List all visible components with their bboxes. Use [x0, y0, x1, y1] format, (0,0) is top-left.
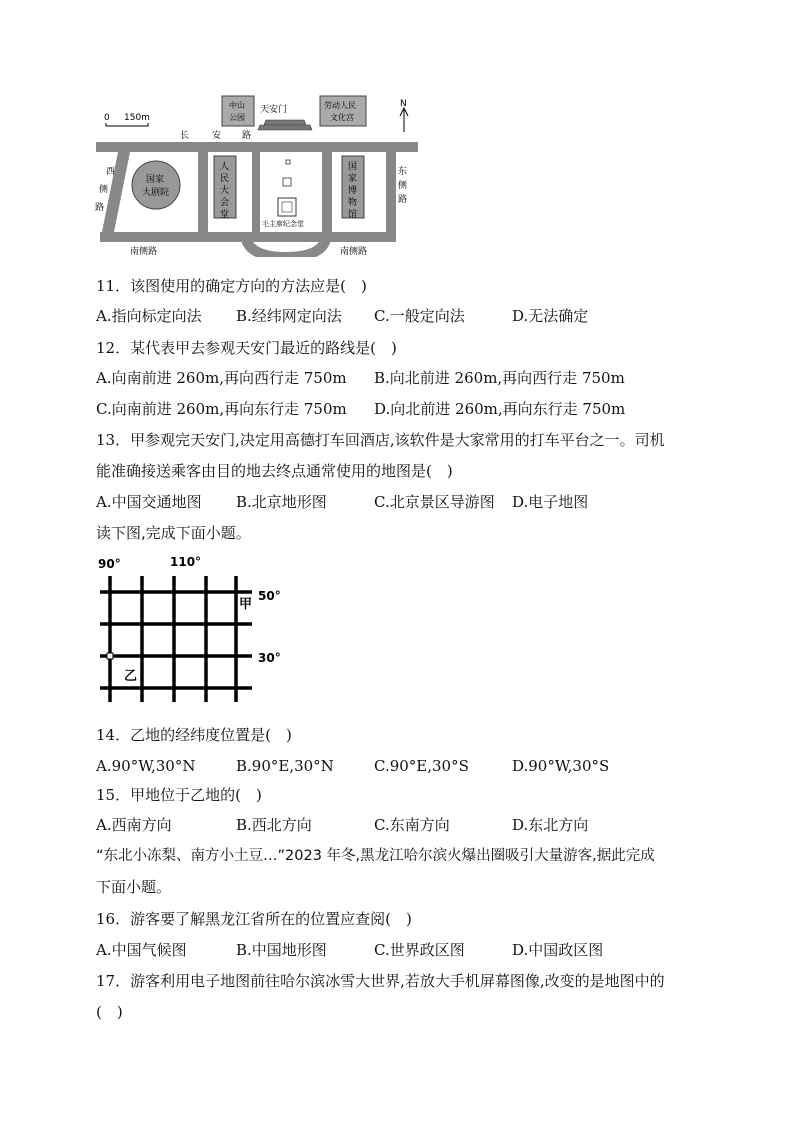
theatre-label-2: 大剧院 — [142, 188, 170, 198]
q15-option-d: D.东北方向 — [512, 816, 589, 834]
changan-label-3: 路 — [242, 131, 252, 141]
q11-option-d: D.无法确定 — [512, 307, 589, 325]
tiananmen-map — [90, 92, 430, 257]
south-road-label-right: 南侧路 — [340, 247, 368, 257]
museum-label-1: 国 — [348, 162, 358, 172]
zhongshan-label-1: 中山 — [229, 101, 245, 110]
q12-option-b: B.向北前进 260m,再向西行走 750m — [374, 369, 625, 387]
tiananmen-label: 天安门 — [260, 105, 288, 115]
museum-label-5: 馆 — [348, 210, 358, 220]
yi-point-label: 乙 — [124, 669, 138, 684]
grid-lines — [100, 576, 252, 702]
q11-option-b: B.经纬网定向法 — [236, 307, 342, 325]
changan-label-1: 长 — [180, 131, 190, 141]
north-label: N — [400, 99, 407, 109]
changan-label-2: 安 — [212, 131, 222, 141]
east-side-road — [386, 152, 396, 242]
museum-label-4: 物 — [348, 198, 358, 208]
jia-point-label: 甲 — [239, 597, 253, 612]
q16-option-c: C.世界政区图 — [374, 941, 465, 959]
north-arrow-icon — [400, 108, 408, 132]
museum-label-2: 家 — [348, 174, 358, 184]
harbin-intro-line1: “东北小冻梨、南方小土豆…”2023 年冬,黑龙江哈尔滨火爆出圈吸引大量游客,据此完成 — [96, 848, 655, 864]
q13-option-d: D.电子地图 — [512, 493, 589, 511]
q13-stem-line1: 13．甲参观完天安门,决定用高德打车回酒店,该软件是大家常用的打车平台之一。司机 — [96, 431, 665, 449]
q13-stem-line2: 能准确接送乘客由目的地去终点通常使用的地图是( ) — [96, 462, 453, 480]
grid-intro: 读下图,完成下面小题。 — [96, 524, 251, 542]
q14-option-c: C.90°E,30°S — [374, 757, 469, 775]
hall-label-5: 堂 — [220, 210, 230, 220]
q15-option-a: A.西南方向 — [96, 816, 172, 834]
laodong-label-1: 劳动人民 — [324, 101, 356, 110]
lon-110-label: 110° — [170, 555, 202, 569]
museum-label-3: 博 — [348, 186, 358, 196]
south-road-label-left: 南侧路 — [130, 247, 158, 257]
q16-option-b: B.中国地形图 — [236, 941, 327, 959]
lon-90-label: 90° — [98, 557, 121, 571]
q15-stem: 15．甲地位于乙地的( ) — [96, 786, 262, 804]
central-avenue-left — [252, 152, 260, 232]
laodong-label-2: 文化宫 — [330, 113, 354, 122]
q16-stem: 16．游客要了解黑龙江省所在的位置应查阅( ) — [96, 910, 412, 928]
q13-option-c: C.北京景区导游图 — [374, 493, 495, 511]
east-road-label-2: 侧 — [398, 181, 408, 191]
q12-option-c: C.向南前进 260m,再向东行走 750m — [96, 400, 347, 418]
q16-option-d: D.中国政区图 — [512, 941, 604, 959]
q16-option-a: A.中国气候图 — [96, 941, 187, 959]
west-side-road — [100, 152, 130, 242]
zhongshan-label-2: 公园 — [229, 113, 245, 122]
q17-stem-line1: 17．游客利用电子地图前往哈尔滨冰雪大世界,若放大手机屏幕图像,改变的是地图中的 — [96, 972, 665, 990]
hall-label-2: 民 — [220, 174, 230, 184]
hall-label-4: 会 — [220, 198, 230, 208]
harbin-intro-line2: 下面小题。 — [96, 878, 172, 896]
east-road-label-3: 路 — [398, 195, 408, 205]
memorial-hall — [278, 198, 296, 216]
q13-option-a: A.中国交通地图 — [96, 493, 202, 511]
west-road-label-1: 西 — [106, 167, 116, 177]
memorial-hall-inner — [282, 202, 292, 212]
q17-stem-line2: ( ) — [96, 1003, 123, 1021]
west-road-label-2: 侧 — [99, 185, 109, 195]
q14-option-b: B.90°E,30°N — [236, 757, 334, 775]
q14-stem: 14．乙地的经纬度位置是( ) — [96, 726, 292, 744]
square-marker — [283, 178, 291, 186]
tiananmen-gate-icon — [258, 120, 312, 130]
q11-option-a: A.指向标定向法 — [96, 307, 202, 325]
inner-road-left — [198, 152, 208, 242]
theatre-label-1: 国家 — [146, 175, 165, 185]
q12-stem: 12．某代表甲去参观天安门最近的路线是( ) — [96, 339, 397, 357]
inner-road-right — [322, 152, 332, 242]
q13-option-b: B.北京地形图 — [236, 493, 327, 511]
monument-marker — [286, 160, 290, 164]
changan-road — [96, 142, 418, 152]
q15-option-c: C.东南方向 — [374, 816, 450, 834]
lat-50-label: 50° — [258, 589, 281, 603]
q11-stem: 11．该图使用的确定方向的方法应是( ) — [96, 277, 367, 295]
scale-zero: 0 — [104, 113, 110, 123]
hall-label-3: 大 — [220, 186, 230, 196]
scale-bar — [106, 123, 148, 126]
q12-option-d: D.向北前进 260m,再向东行走 750m — [374, 400, 626, 418]
lat-30-label: 30° — [258, 651, 281, 665]
west-road-label-3: 路 — [95, 203, 105, 213]
memorial-label: 毛主席纪念堂 — [262, 220, 304, 228]
east-road-label-1: 东 — [398, 167, 408, 177]
q11-option-c: C.一般定向法 — [374, 307, 465, 325]
national-theatre — [132, 161, 180, 209]
hall-label-1: 人 — [220, 162, 230, 172]
q12-option-a: A.向南前进 260m,再向西行走 750m — [96, 369, 347, 387]
q14-option-d: D.90°W,30°S — [512, 757, 610, 775]
lat-lon-grid — [96, 552, 296, 712]
scale-distance: 150m — [124, 113, 150, 123]
q15-option-b: B.西北方向 — [236, 816, 312, 834]
q14-option-a: A.90°W,30°N — [96, 757, 196, 775]
yi-marker — [107, 653, 113, 659]
